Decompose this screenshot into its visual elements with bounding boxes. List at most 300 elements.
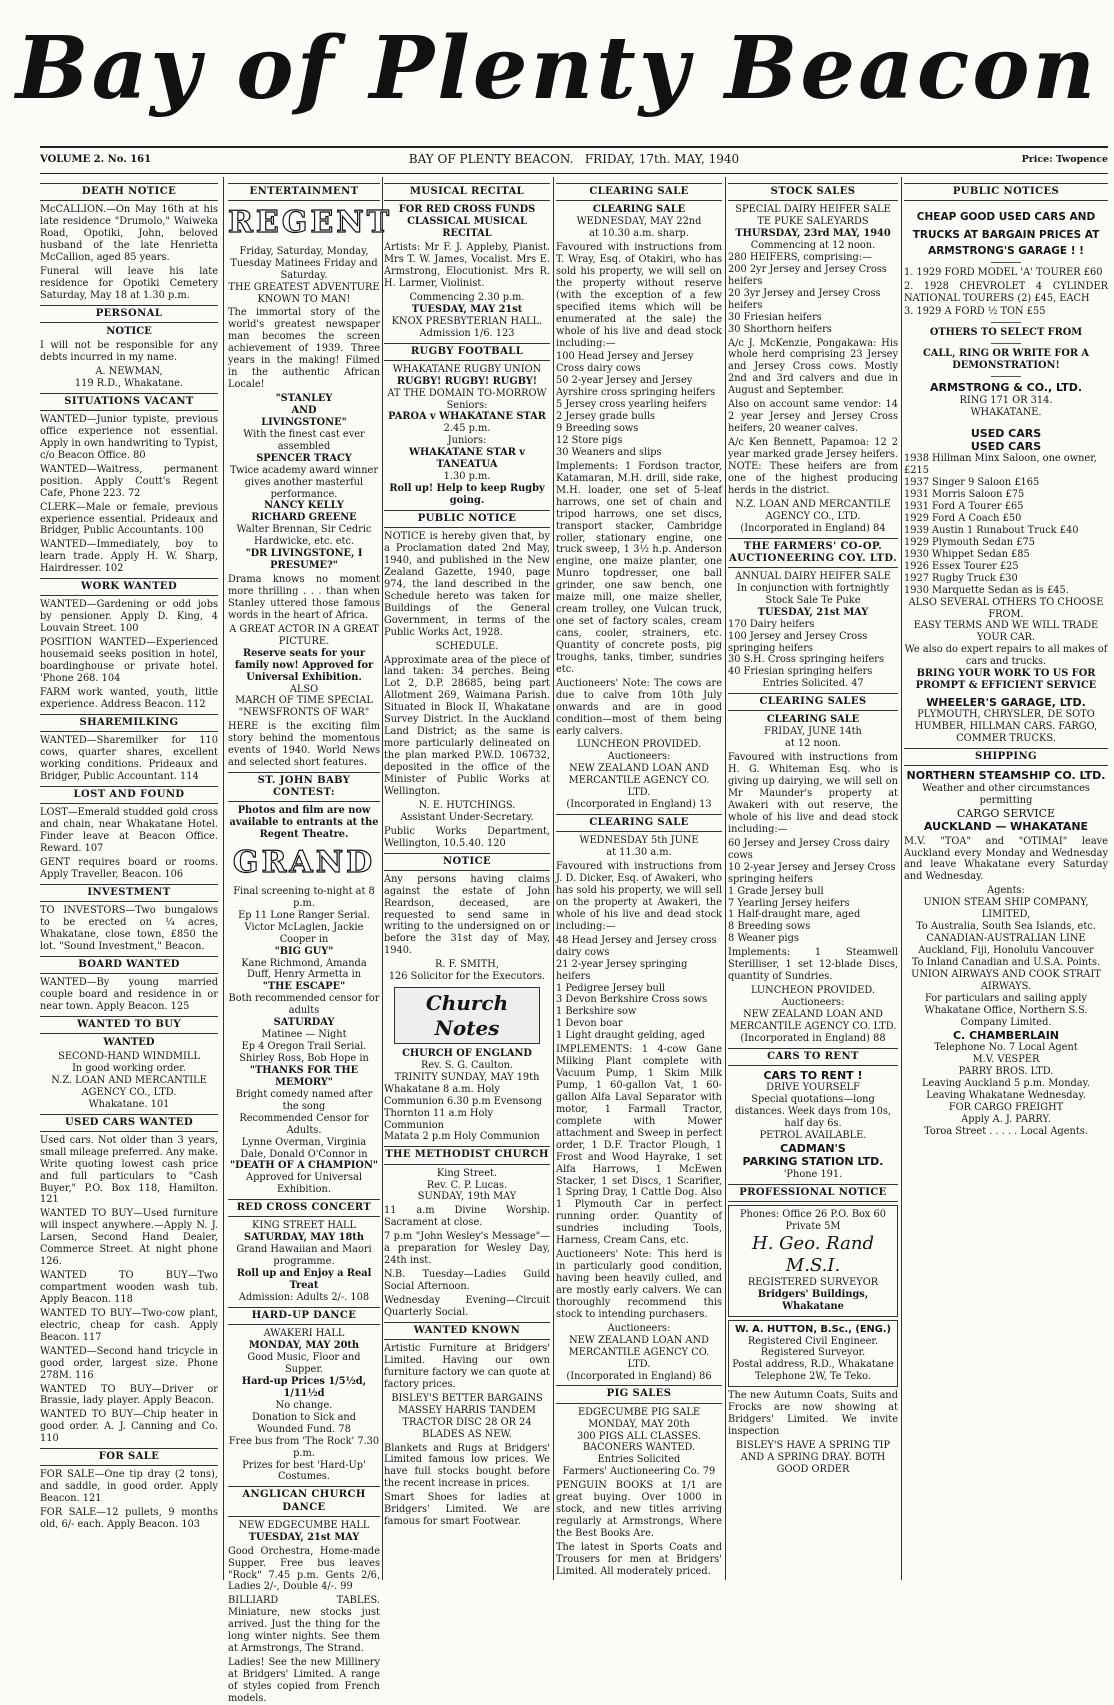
concert-line: Roll up and Enjoy a Real Treat (236, 1268, 372, 1292)
stock-item: 20 3yr Jersey and Jersey Cross heifers (728, 287, 881, 311)
sale-item: 3 Devon Berkshire Cross sows (556, 994, 708, 1006)
clearing-sale-heading: CLEARING SALE (556, 814, 722, 832)
separator (991, 376, 1021, 377)
dance-line: Free bus from 'The Rock' 7.30 p.m. (228, 1435, 380, 1459)
sale-line: Implements: 1 Fordson tractor, Katamaran, M.H. drill, side rake, M.H. loader, one set of 5-leaf harrows, one set of chain and tripod harrows, one set discs, transport stacker, Cambridge roller, stationary engine, one truck sweep, 1 3½ h.p. Anderson engine, one maize planter, one Munro topdresser, one ball grinder, one saw bench, one maize mill, one maize sheller, cream trolley, one Vulcan truck, one set of factory scales, cream cans, cooler, strainers, etc. Quantity of concrete posts, pig troughs, tanks, timber, sundries etc. (556, 460, 722, 675)
sale-line: CLEARING SALE (766, 714, 860, 726)
rent-line: PARKING STATION LTD. (742, 1155, 884, 1169)
wheeler-line: We also do expert repairs to all makes of cars and trucks. (904, 644, 1108, 668)
personal-body: I will not be responsible for any debts incurred in my name. (40, 340, 218, 363)
shipping-line: CANADIAN-AUSTRALIAN LINE (926, 933, 1086, 945)
armstrong-line: CALL, RING OR WRITE FOR A DEMONSTRATION! (922, 348, 1090, 372)
notice-signature: Assistant Under-Secretary. (400, 811, 534, 823)
column-divider (901, 177, 902, 1580)
wanted-known-ad: BISLEY'S BETTER BARGAINS (391, 1392, 543, 1404)
classified-ad: WANTED—Sharemilker for 110 cows, quarter shares, excellent working conditions. Prideaux and Bridger, Public Accountant. 114 (40, 735, 218, 782)
shipping-heading: SHIPPING (904, 748, 1108, 766)
notice-signature: Public Works Department, Wellington, 10.5.40. 120 (384, 825, 550, 849)
recital-line: Commencing 2.30 p.m. (409, 291, 525, 303)
regent-line: HERE is the exciting film story behind the momentous events of 1940. World News and selected short features. (228, 721, 380, 769)
shipping-line: UNION AIRWAYS AND COOK STRAIT AIRWAYS. (911, 968, 1101, 992)
wheeler-line: BRING YOUR WORK TO US FOR PROMPT & EFFICIENT SERVICE (915, 668, 1097, 692)
car-listing: 1938 Hillman Minx Saloon, one owner, £215 (904, 453, 1097, 477)
masthead-title: Bay of Plenty Beacon (15, 18, 1099, 119)
column-entertainment (228, 180, 393, 1704)
shipping-line: Agents: (987, 885, 1025, 897)
dateline-rule (40, 173, 1108, 174)
notice-body: Any persons having claims against the estate of John Reardson, deceased, are requested to send same in writing to the undersigned on or before the 31st day of May, 1940. (384, 873, 550, 957)
windmill-line: In good working order. (72, 1062, 186, 1074)
rugby-line: WHAKATANE STAR v TANEATUA (409, 447, 525, 471)
windmill-line: N.Z. LOAN AND MERCANTILE AGENCY CO., LTD. (51, 1074, 207, 1098)
church-line: Thornton 11 a.m Holy Communion (384, 1107, 494, 1131)
surveyor-address: Bridgers' Buildings, Whakatane (757, 1288, 869, 1312)
death-notice-funeral: Funeral will leave his late residence for Opotiki Cemetery Saturday, May 18 at 1.30 p.m. (40, 265, 218, 301)
sports-coats-ad: The latest in Sports Coats and Trousers for men at Bridgers' Limited. All moderately priced. (556, 1541, 722, 1577)
classified-ad: WANTED TO BUY—Used furniture will inspect anywhere.—Apply N. J. Larsen, Second Hand Dealer, Commerce Street. At night phone 126. (40, 1208, 218, 1268)
concert-line: Grand Hawaiian and Maori programme. (236, 1244, 372, 1268)
wanted-known-ad: MASSEY HARRIS TANDEM TRACTOR DISC 28 OR 24 BLADES AS NEW. (398, 1404, 536, 1440)
sale-item: 60 Jersey and Jersey Cross dairy cows (728, 837, 890, 861)
sale-item: 9 Breeding sows (556, 423, 639, 435)
concert-line: Admission: Adults 2/-. 108 (238, 1292, 370, 1304)
personal-signature: A. NEWMAN, (95, 365, 163, 377)
recital-line: TUESDAY, MAY 21st (411, 303, 523, 315)
sale-line: at 10.30 a.m. sharp. (589, 228, 689, 240)
classified-ad: WANTED TO BUY—Driver or Brassie, lady player. Apply Beacon. (40, 1383, 218, 1407)
surveyor-name: H. Geo. Rand M.S.I. (752, 1232, 874, 1276)
grand-line: Ep 4 Oregon Trail Serial. (241, 1041, 367, 1053)
volume-number: VOLUME 2. No. 161 (40, 154, 152, 165)
dance-line: Good Music, Floor and Supper. (247, 1352, 361, 1375)
column-public-notices (904, 180, 1108, 1580)
rent-line: PETROL AVAILABLE. (759, 1130, 867, 1142)
classified-ad: WANTED—Junior typiste, previous office experience not essential. Apply in own handwriting to Typist, c/o Beacon Office. 80 (40, 414, 218, 461)
regent-line: Walter Brennan, Sir Cedric Hardwicke, etc. etc. (236, 524, 372, 548)
sale-line: NEW ZEALAND LOAN AND MERCANTILE AGENCY CO. LTD. (568, 763, 710, 799)
shipping-line: Auckland, Fiji, Honolulu Vancouver (918, 945, 1094, 957)
classified-ad: WANTED—Gardening or odd jobs by pensioner. Apply D. King, 4 Louvain Street. 100 (40, 599, 218, 635)
anglican-line: NEW EDGECUMBE HALL (238, 1519, 370, 1531)
sale-line: Implements: 1 Steamwell Sterilliser, 1 set 12-blade Discs, quantity of Sundries. (728, 947, 898, 983)
pig-line: Entries Solicited (597, 1454, 681, 1466)
armstrong-town: WHAKATANE. (970, 406, 1042, 418)
recital-line: CLASSICAL MUSICAL RECITAL (407, 216, 527, 240)
stock-line: A/c Ken Bennett, Papamoa: 12 2 year marked grade Jersey heifers. NOTE: These heifers are from one of the highest producing herds in the district. (728, 437, 898, 496)
grand-line: Victor McLaglen, Jackie Cooper in (244, 921, 364, 945)
windmill-line: Whakatane. 101 (88, 1098, 170, 1110)
rent-line: DRIVE YOURSELF (766, 1082, 860, 1094)
regent-line: MARCH OF TIME SPECIAL (235, 695, 373, 707)
sale-line: Favoured with instructions from T. Wray, Esq. of Otakiri, who has sold his property, we will sell on the property without reserve (with the exception of a few specified items which will be enumerated at the sale) the whole of his live and dead stock including:— (556, 242, 722, 349)
church-notes-banner: Church Notes (394, 987, 540, 1044)
shipping-line: For particulars and sailing apply Whakatane Office, Northern S.S. Company Limited. (924, 992, 1088, 1028)
pig-line: MONDAY, MAY 20th (588, 1418, 690, 1430)
stock-line: TUESDAY, 21st MAY (757, 606, 869, 618)
grand-line: "THANKS FOR THE MEMORY" (249, 1064, 359, 1088)
engineer-name: W. A. HUTTON, B.Sc., (ENG.) (735, 1323, 891, 1335)
column-divider (223, 177, 224, 1580)
stock-item: 30 Friesian heifers (728, 311, 822, 323)
dance-line: Donation to Sick and Wounded Fund. 78 (251, 1411, 357, 1435)
separator (991, 343, 1021, 344)
armstrong-ad-headline: ARMSTRONG'S GARAGE ! ! (928, 244, 1084, 257)
grand-line: "BIG GUY" (274, 945, 334, 957)
grand-title: GRAND (232, 845, 376, 881)
rugby-line: PAROA v WHAKATANE STAR (388, 411, 546, 423)
stock-line: ANNUAL DAIRY HEIFER SALE (735, 570, 891, 582)
wheeler-line: ALSO SEVERAL OTHERS TO CHOOSE FROM. (908, 596, 1104, 620)
professional-notice-heading: PROFESSIONAL NOTICE (728, 1184, 898, 1202)
church-line: 11 a.m Divine Worship. Sacrament at close. (384, 1205, 550, 1229)
dateline (40, 152, 1108, 170)
classified-ad: FOR SALE—One tip dray (2 tons), and saddle, in good order. Apply Beacon. 121 (40, 1469, 218, 1505)
grand-line: Shirley Ross, Bob Hope in (239, 1053, 369, 1064)
regent-line: With the finest cast ever assembled (243, 428, 365, 452)
shipping-line: M.V. "TOA" and "OTIMAI" leave Auckland every Monday and Wednesday and leave Whakatane every Saturday and Wednesday. (904, 835, 1108, 883)
sale-item: 8 Breeding sows (728, 921, 811, 933)
grand-line: "THE ESCAPE" (262, 981, 346, 993)
work-wanted-heading: WORK WANTED (40, 578, 218, 596)
millinery-ad: Ladies! See the new Millinery at Bridgers' Limited. A range of styles copied from French models. (228, 1657, 380, 1704)
public-notices-heading: PUBLIC NOTICES (904, 183, 1108, 201)
sale-line: CLEARING SALE (592, 204, 686, 216)
sale-item: 1 Berkshire sow (556, 1006, 637, 1018)
regent-line: THE GREATEST ADVENTURE KNOWN TO MAN! (228, 281, 380, 305)
classified-ad: FARM work wanted, youth, little experience. Address Beacon. 112 (40, 686, 218, 710)
rugby-line: Juniors: (447, 435, 487, 447)
cars-to-rent-heading: CARS TO RENT (728, 1048, 898, 1066)
anglican-line: Good Orchestra, Home-made Supper. Free bus leaves "Rock" 7.45 p.m. Gents 2/6, Ladies 2/-, Double 4/-. 99 (228, 1545, 380, 1593)
car-listing: 1937 Singer 9 Saloon £165 (904, 477, 1040, 489)
engineer-title: Registered Civil Engineer. Registered Surveyor. (747, 1335, 879, 1359)
sale-item: 1 Light draught gelding, aged (556, 1030, 705, 1042)
classified-ad: WANTED—Second hand tricycle in good order, largest size. Phone 278M. 116 (40, 1345, 218, 1381)
stock-item: 170 Dairy heifers (728, 618, 815, 630)
wheeler-company: WHEELER'S GARAGE, LTD. (926, 696, 1086, 710)
car-listing: 1930 Marquette Sedan as is £45. (904, 584, 1069, 596)
shipping-line: CARGO SERVICE (956, 806, 1056, 820)
dance-line: AWAKERI HALL (263, 1328, 345, 1340)
schedule-heading: SCHEDULE. (435, 640, 499, 652)
anglican-dance-heading: ANGLICAN CHURCH DANCE (228, 1486, 380, 1516)
notice-signature: N. E. HUTCHINGS. (418, 799, 516, 811)
stock-sales-heading: STOCK SALES (728, 183, 898, 201)
used-cars-headline: USED CARS (970, 439, 1042, 453)
sale-line: Auctioneers: (781, 997, 845, 1008)
grand-line: SATURDAY (273, 1017, 335, 1029)
penguin-books-ad: PENGUIN BOOKS at 1/1 are great buying. Over 1000 in stock, and new titles arriving regularly at Armstrongs, Where the Best Books Are. (556, 1480, 722, 1539)
personal-address: 119 R.D., Whakatane. (74, 377, 184, 389)
car-listing: 1931 Ford A Tourer £65 (904, 501, 1024, 513)
regent-line: "STANLEY (275, 393, 333, 405)
church-line: Matata 2 p.m Holy Communion (384, 1131, 540, 1143)
stock-item: 30 Shorthorn heifers (728, 323, 832, 335)
sale-line: WEDNESDAY 5th JUNE (579, 835, 699, 847)
grand-line: Kane Richmond, Amanda Duff, Henry Armetta in (241, 957, 367, 981)
billiard-ad: BILLIARD TABLES. Miniature, new stocks just arrived. Just the thing for the long winter nights. See them at Armstrongs, The Strand. (228, 1595, 380, 1655)
grand-line: Lynne Overman, Virginia Dale, Donald O'Connor in (240, 1136, 368, 1160)
sale-line: Auctioneers' Note: The cows are due to calve from 10th July onwards and are in good condition—most of them being early calvers. (556, 677, 722, 737)
wanted-known-ad: Blankets and Rugs at Bridgers' Limited famous low prices. We have full stocks bought before the recent increase in prices. (384, 1442, 550, 1490)
shipping-company: NORTHERN STEAMSHIP CO. LTD. (906, 769, 1106, 783)
notice-signature: 126 Solicitor for the Executors. (388, 971, 546, 983)
shipping-line: Toroa Street . . . . . Local Agents. (924, 1125, 1088, 1137)
personal-heading: PERSONAL (40, 305, 218, 323)
surveyor-title: REGISTERED SURVEYOR (747, 1276, 879, 1288)
wanted-to-buy-heading: WANTED TO BUY (40, 1016, 218, 1034)
stock-line: Also on account same vendor: 14 2 year Jersey and Jersey Cross heifers, 20 weaner calves. (728, 399, 898, 435)
pig-line: EDGECUMBE PIG SALE (577, 1406, 701, 1418)
armstrong-phone: RING 171 OR 314. (959, 394, 1053, 406)
investment-heading: INVESTMENT (40, 884, 218, 902)
rugby-line: Roll up! Help to keep Rugby going. (389, 483, 545, 506)
methodist-heading: THE METHODIST CHURCH (384, 1146, 550, 1164)
recital-line: FOR RED CROSS FUNDS (398, 204, 536, 216)
stock-line: SPECIAL DAIRY HEIFER SALE (735, 204, 891, 216)
surveyor-phones: Phones: Office 26 P.O. Box 60 Private 5M (739, 1208, 887, 1232)
used-cars-wanted-heading: USED CARS WANTED (40, 1114, 218, 1132)
recital-line: Admission 1/6. 123 (419, 327, 515, 339)
concert-line: SATURDAY, MAY 18th (244, 1232, 364, 1244)
classified-ad: WANTED TO BUY—Two-cow plant, electric, cheap for cash. Apply Beacon. 117 (40, 1307, 218, 1343)
clearing-sale-heading: CLEARING SALE (556, 183, 722, 201)
rugby-line: AT THE DOMAIN TO-MORROW (387, 387, 547, 399)
rugby-line: RUGBY! RUGBY! RUGBY! (396, 375, 538, 387)
stock-line: THURSDAY, 23rd MAY, 1940 (735, 228, 891, 240)
regent-line: NANCY KELLY (264, 500, 344, 512)
stock-line: Entries Solicited. 47 (762, 678, 864, 690)
stock-line: N.Z. LOAN AND MERCANTILE AGENCY CO., LTD. (735, 498, 891, 522)
wanted-known-heading: WANTED KNOWN (384, 1322, 550, 1340)
regent-line: AND (291, 404, 317, 416)
classified-ad: WANTED TO BUY—Chip heater in good order. A. J. Canning and Co. 110 (40, 1409, 218, 1445)
sale-line: NEW ZEALAND LOAN AND MERCANTILE AGENCY CO. LTD. (568, 1334, 710, 1370)
regent-line: A GREAT ACTOR IN A GREAT PICTURE. (229, 623, 379, 647)
shipping-agent: C. CHAMBERLAIN (952, 1028, 1059, 1042)
sale-item: 5 Jersey cross yearling heifers (556, 399, 707, 411)
stock-line: TE PUKE SALEYARDS (757, 216, 869, 228)
sale-item: 30 Weaners and slips (556, 446, 662, 458)
sale-line: WEDNESDAY, MAY 22nd (576, 216, 702, 228)
column-divider (725, 177, 726, 1580)
pig-line: BACONERS WANTED. (582, 1442, 696, 1454)
sale-item: 48 Head Jersey and Jersey cross dairy cows (556, 934, 717, 958)
sale-item: 1 Grade Jersey bull (728, 885, 824, 897)
engineer-address: Postal address, R.D., Whakatane Telephone 2W, Te Teko. (732, 1359, 894, 1383)
classified-ad: Used cars. Not older than 3 years, small mileage preferred. Any make. Write quoting lowest cash price and full particulars to "Cash Buyer," P.O. Box 118, Hamilton. 121 (40, 1134, 218, 1206)
sale-item: 8 Weaner pigs (728, 933, 799, 945)
regent-line: LIVINGSTONE" (261, 416, 347, 428)
wanted-subheading: WANTED (103, 1036, 155, 1048)
regent-line: Friday, Saturday, Monday, Tuesday Matinees Friday and Saturday. (230, 245, 378, 281)
surveyor-box (728, 1205, 898, 1317)
regent-title: REGENT (228, 205, 393, 241)
classified-ad: LOST—Emerald studded gold cross and chain, near Whakatane Hotel. Finder leave at Beacon Office. Reward. 107 (40, 806, 218, 854)
church-line: TRINITY SUNDAY, MAY 19th (394, 1071, 540, 1083)
grand-line: Matinee — Night (261, 1029, 347, 1041)
column-clearing-sales (556, 180, 722, 1580)
regent-line: RICHARD GREENE (251, 512, 357, 524)
rugby-line: 2.45 p.m. (443, 423, 491, 435)
windmill-line: SECOND-HAND WINDMILL (58, 1050, 200, 1062)
sale-item: 100 Head Jersey and Jersey Cross dairy cows (556, 351, 694, 375)
rent-line: CARS TO RENT ! (763, 1068, 863, 1082)
rugby-line: Seniors: (446, 399, 488, 411)
classified-ad: CLERK—Male or female, previous experience essential. Prideaux and Bridger, Public Accountants. 100 (40, 501, 218, 537)
grand-line: Ep 11 Lone Ranger Serial. (238, 909, 370, 921)
classified-ad: TO INVESTORS—Two bungalows to be erected on ¼ acres, Whakatane, close town, £850 the lot. "Sound Investment," Beacon. (40, 904, 218, 952)
shipping-line: FOR CARGO FREIGHT (948, 1101, 1064, 1113)
sale-line: IMPLEMENTS: 1 4-cow Gane Milking Plant complete with Vacuum Pump, 1 Skim Milk Pump, 1 60-gallon Vat, 1 60-gallon Alfa Laval Separator with motor, 1 Farmall Tractor, complete with Mower attachment and Sweep in perfect order, 1 D.F. Tractor Plough, 1 Frost and Wood Hayrake, 1 set Alfa Harrows, 1 McEwen Stacker, 1 set Discs, 1 Scarifier, 1 Spring Dray, 1 Cattle Dog. Also 1 Plymouth Car in perfect running order. Quantity of sundries including Tools, Harness, Cream Cans, etc. (556, 1044, 722, 1247)
st-john-body: Photos and film are now available to entrants at the Regent Theatre. (229, 805, 379, 841)
church-line: SUNDAY, 19th MAY (417, 1191, 517, 1203)
grand-line: Approved for Universal Exhibition. (246, 1172, 362, 1196)
shipping-line: Leaving Auckland 5 p.m. Monday. Leaving Whakatane Wednesday. (922, 1077, 1090, 1101)
wanted-known-ad: Smart Shoes for ladies at Bridgers' Limited. We are famous for smart Footwear. (384, 1492, 550, 1528)
church-heading: CHURCH OF ENGLAND (402, 1047, 532, 1059)
st-john-heading: ST. JOHN BABY CONTEST: (228, 772, 380, 802)
anglican-line: TUESDAY, 21st MAY (248, 1531, 360, 1543)
church-line: Wednesday Evening—Circuit Quarterly Social. (384, 1294, 550, 1318)
regent-line: "NEWSFRONTS OF WAR" (238, 707, 370, 719)
regent-line: Twice academy award winner gives another masterful performance. (229, 464, 379, 500)
farmers-coop-heading: THE FARMERS' CO-OP. AUCTIONEERING COY. LTD. (728, 538, 898, 568)
classified-ad: WANTED TO BUY—Two compartment wooden wash tub. Apply Beacon. 118 (40, 1270, 218, 1305)
shipping-line: Weather and other circumstances permitting (922, 782, 1090, 806)
death-notice-heading: DEATH NOTICE (40, 183, 218, 201)
classified-ad: GENT requires board or rooms. Apply Traveller, Beacon. 106 (40, 856, 218, 880)
column-classifieds (40, 180, 218, 1580)
stock-item: 280 HEIFERS, comprising:— (728, 251, 872, 263)
issue-date: FRIDAY, 17th. MAY, 1940 (584, 152, 740, 166)
stock-line: (Incorporated in England) 84 (740, 522, 886, 534)
board-wanted-heading: BOARD WANTED (40, 956, 218, 974)
autumn-coats-ad: The new Autumn Coats, Suits and Frocks are now showing at Bridgers' Limited. We invite inspection (728, 1390, 898, 1438)
wheeler-line: EASY TERMS AND WE WILL TRADE YOUR CAR. (913, 620, 1099, 644)
sale-item: 10 2-year Jersey and Jersey Cross springing heifers (728, 861, 896, 885)
grand-line: Recommended Censor for Adults. (239, 1112, 369, 1136)
sale-line: Auctioneers: (607, 751, 671, 763)
church-line: Rev. C. P. Lucas. (426, 1179, 508, 1191)
shipping-line: UNION STEAM SHIP COMPANY, LIMITED, (923, 897, 1089, 921)
sale-line: Favoured with instructions from J. D. Dicker, Esq. of Awakeri, who has sold his property, we will sell on the property at Awakeri, the whole of his live and dead stock including:— (556, 861, 722, 932)
classified-ad: WANTED—By young married couple board and residence in or near town. Apply Beacon. 125 (40, 976, 218, 1012)
sale-item: 1 Pedigree Jersey bull (556, 982, 666, 994)
situations-heading: SITUATIONS VACANT (40, 393, 218, 411)
public-notice-body: Approximate area of the piece of land taken: 34 perches. Being Lot 2, D.P. 28685, being part Allotment 269, Waimana Parish. Situated in Block II, Whakatane Survey District. In the Auckland Land District; as the same is more particularly delineated on the plan marked P.W.D. 106732, deposited in the office of the Minister of Public Works at Wellington. (384, 654, 550, 797)
shipping-line: M.V. VESPER (972, 1053, 1040, 1065)
masthead-rule (40, 146, 1108, 148)
entertainment-heading: ENTERTAINMENT (228, 183, 380, 201)
rugby-heading: RUGBY FOOTBALL (384, 343, 550, 361)
sale-line: FRIDAY, JUNE 14th (764, 726, 862, 738)
rent-line: Special quotations—long distances. Week days from 10s, half day 6s. (735, 1094, 891, 1130)
rugby-line: 1.30 p.m. (443, 471, 491, 483)
rugby-line: WHAKATANE RUGBY UNION (392, 363, 542, 375)
wanted-known-ad: Artistic Furniture at Bridgers' Limited. Having our own furniture factory we can quote at factory prices. (384, 1343, 550, 1390)
dateline-center (40, 152, 1108, 166)
red-cross-concert-heading: RED CROSS CONCERT (228, 1199, 380, 1217)
dance-line: MONDAY, MAY 20th (248, 1340, 360, 1352)
car-listing: 1929 Plymouth Sedan £75 (904, 536, 1035, 548)
car-listing: 1930 Whippet Sedan £85 (904, 548, 1030, 560)
hard-up-dance-heading: HARD-UP DANCE (228, 1307, 380, 1325)
notice-signature: R. F. SMITH, (435, 959, 499, 971)
recital-line: Artists: Mr F. J. Appleby, Pianist. Mrs T. W. James, Vocalist. Mrs E. Armstrong, Elocutionist. Mrs R. H. Larmer, Violinist. (384, 242, 550, 289)
column-divider (553, 177, 554, 1580)
car-listing: 1926 Essex Tourer £25 (904, 560, 1019, 572)
car-listing: 3. 1929 A FORD ½ TON £55 (904, 306, 1046, 318)
sale-item: 1 Devon boar (556, 1018, 623, 1030)
pig-sales-heading: PIG SALES (556, 1385, 722, 1403)
sale-item: 7 Yearling Jersey heifers (728, 897, 850, 909)
classified-ad: WANTED—Immediately, boy to learn trade. Apply H. W. Sharp, Hairdresser. 102 (40, 539, 218, 575)
grand-line: Bright comedy named after the song (235, 1088, 373, 1112)
sale-item: 1 Half-draught mare, aged (728, 909, 861, 921)
shipping-line: To Australia, South Sea Islands, etc. (916, 921, 1096, 933)
stock-item: 30 S.H. Cross springing heifers (728, 654, 884, 666)
grand-line: Both recommended censor for adults (228, 993, 380, 1017)
recital-line: KNOX PRESBYTERIAN HALL. (391, 315, 543, 327)
column-divider (382, 177, 383, 1580)
dance-line: No change. (275, 1399, 333, 1411)
public-notice-heading: PUBLIC NOTICE (384, 510, 550, 528)
stock-line: A/c J. McKenzie, Pongakawa: His whole herd comprising 23 Jersey and Jersey Cross cows. Mostly 2nd and 3rd calvers and due in August and September. (728, 337, 898, 397)
notice-heading: NOTICE (384, 853, 550, 871)
death-notice-body: McCALLION.—On May 16th at his late residence "Drumolo," Waiweka Road, Opotiki, John, beloved husband of the late Henrietta McCallion, aged 85 years. (40, 204, 218, 263)
regent-line: SPENCER TRACY (256, 452, 352, 464)
sale-line: LUNCHEON PROVIDED. (576, 739, 702, 751)
engineer-box (728, 1320, 898, 1388)
sale-item: 21 2-year Jersey springing heifers (556, 958, 688, 982)
public-notice-body: NOTICE is hereby given that, by a Proclamation dated 2nd May, 1940, and published in the New Zealand Gazette, 1940, page 974, the land described in the Schedule hereto was taken for Buildings of the General Government, in terms of the Public Works Act, 1928. (384, 531, 550, 638)
car-listing: 1. 1929 FORD MODEL 'A' TOURER £60 (904, 266, 1103, 278)
grand-line: Final screening to-night at 8 p.m. (233, 885, 375, 909)
church-line: Whakatane 8 a.m. Holy Communion 6.30 p.m Evensong (384, 1083, 543, 1107)
separator (991, 262, 1021, 263)
shipping-line: Apply A. J. PARRY. (961, 1113, 1051, 1125)
car-listing: 1931 Morris Saloon £75 (904, 489, 1025, 501)
shipping-route: AUCKLAND — WHAKATANE (923, 820, 1089, 834)
wheeler-line: PLYMOUTH, CHRYSLER, DE SOTO HUMBER, HILLMAN CARS. FARGO, COMMER TRUCKS. (914, 709, 1098, 745)
for-sale-heading: FOR SALE (40, 1448, 218, 1466)
stock-item: 40 Friesian springing heifers (728, 666, 873, 678)
grand-line: "DEATH OF A CHAMPION" (229, 1160, 379, 1172)
musical-recital-heading: MUSICAL RECITAL (384, 183, 550, 201)
sale-line: at 12 noon. (784, 738, 841, 750)
classified-ad: POSITION WANTED—Experienced housemaid seeks position in hotel, boardinghouse or private hotel. 'Phone 268. 104 (40, 637, 218, 684)
church-line: Rev. S. G. Caulton. (420, 1059, 514, 1071)
regent-line: "DR LIVINGSTONE, I PRESUME?" (245, 548, 363, 572)
car-listing: 1939 Austin 1 Runabout Truck £40 (904, 524, 1079, 536)
car-listing: 2. 1928 CHEVROLET 4 CYLINDER NATIONAL TOURERS (2) £45, EACH (904, 280, 1108, 304)
sale-line: (Incorporated in England) 13 (566, 799, 712, 811)
rent-line: 'Phone 191. (783, 1168, 843, 1180)
clearing-sales-heading: CLEARING SALES (728, 693, 898, 711)
armstrong-line: OTHERS TO SELECT FROM (929, 327, 1083, 339)
stock-item: 200 2yr Jersey and Jersey Cross heifers (728, 263, 887, 287)
paper-name: BAY OF PLENTY BEACON. (408, 152, 574, 166)
classified-ad: WANTED—Waitress, permanent position. Apply Coutt's Regent Cafe, Phone 223. 72 (40, 463, 218, 499)
church-line: 7 p.m "John Wesley's Message"—a preparation for Wesley Day, 24th inst. (384, 1231, 550, 1267)
dance-line: Hard-up Prices 1/5½d, 1/11½d (241, 1375, 367, 1399)
sale-line: (Incorporated in England) 86 (566, 1370, 712, 1382)
sale-line: (Incorporated in England) 88 (740, 1032, 886, 1044)
price: Price: Twopence (1021, 154, 1108, 165)
sale-item: 12 Store pigs (556, 435, 623, 446)
pig-line: 300 PIGS ALL CLASSES. (576, 1430, 702, 1442)
